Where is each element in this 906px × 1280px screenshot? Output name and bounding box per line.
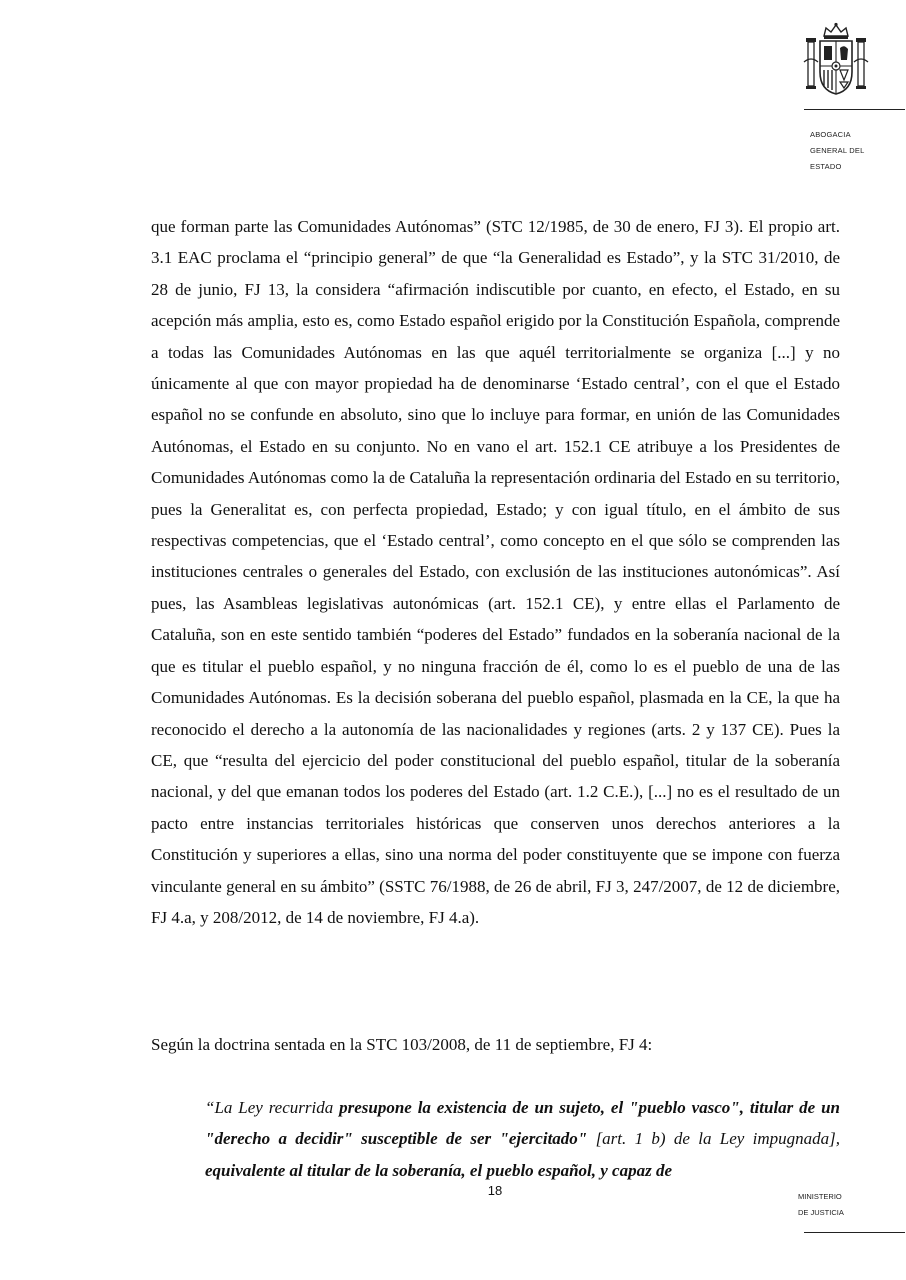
spain-coat-of-arms-icon [802, 22, 870, 98]
org-line: ABOGACIA [810, 130, 851, 139]
header-divider [804, 109, 905, 110]
org-line: ESTADO [810, 162, 842, 171]
body-paragraph: que forman parte las Comunidades Autónomas” (STC 12/1985, de 30 de enero, FJ 3). El propio art. 3.1 EAC proclama el “principio general” de que “la Generalidad es Estado”, y la STC 31/2010, de 28 de junio, FJ 13, la considera “afirmación indiscutible por cuanto, en efecto, el Estado, en su acepción más amplia, esto es, como Estado español erigido por la Constitución Española, comprende a todas las Comunidades Autónomas en las que aquél territorialmente se organiza [...] y no únicamente al que con mayor propiedad ha de denominarse ‘Estado central’, con el que el Estado español no se confunde en absoluto, sino que lo incluye para formar, en unión de las Comunidades Autónomas, el Estado en su conjunto. No en vano el art. 152.1 CE atribuye a los Presidentes de Comunidades Autónomas como la de Cataluña la representación ordinaria del Estado en su territorio, pues la Generalitat es, con perfecta propiedad, Estado; y con igual título, en el ámbito de sus respectivas competencias, que el ‘Estado central’, como concepto en el que sólo se comprenden las instituciones centrales o generales del Estado, con exclusión de las instituciones autonómicas”. Así pues, las Asambleas legislativas autonómicas (art. 152.1 CE), y entre ellas el Parlamento de Cataluña, son en este sentido también “poderes del Estado” fundados en la soberanía nacional de la que es titular el pueblo español, y no ninguna fracción de él, como lo es el pueblo de una de las Comunidades Autónomas. Es la decisión soberana del pueblo español, plasmada en la CE, la que ha reconocido el derecho a la autonomía de las nacionalidades y regiones (arts. 2 y 137 CE). Pues la CE, que “resulta del ejercicio del poder constitucional del pueblo español, titular de la soberanía nacional, y del que emanan todos los poderes del Estado (art. 1.2 C.E.), [...] no es el resultado de un pacto entre instancias territoriales históricas que conserven unos derechos anteriores a la Constitución y superiores a ellas, sino una norma del poder constituyente que se impone con fuerza vinculante general en su ámbito” (SSTC 76/1988, de 26 de abril, FJ 3, 247/2007, de 12 de diciembre, FJ 4.a, y 208/2012, de 14 de noviembre, FJ 4.a). [151, 217, 840, 927]
page-number: 18 [487, 1183, 503, 1198]
quote-segment: “La Ley recurrida [205, 1098, 340, 1117]
org-line: MINISTERIO [798, 1192, 842, 1201]
footer-organization [798, 1189, 844, 1221]
quote-emphasis: equivalente al titular de la soberanía, el pueblo español, y capaz de [205, 1160, 673, 1180]
org-line: DE JUSTICIA [798, 1208, 844, 1217]
quote-emphasis: presupone la existencia de un sujeto, el "pueblo vasco", titular de un "derecho a decidir" susceptible de ser "ejercitado" [205, 1098, 840, 1149]
header-organization [810, 127, 890, 175]
block-quote [205, 1092, 840, 1186]
footer-divider [804, 1232, 905, 1233]
org-line: GENERAL DEL [810, 146, 865, 155]
quote-segment: [art. 1 b) de la Ley impugnada], [587, 1129, 840, 1149]
intro-paragraph: Según la doctrina sentada en la STC 103/2008, de 11 de septiembre, FJ 4: [151, 1035, 653, 1054]
